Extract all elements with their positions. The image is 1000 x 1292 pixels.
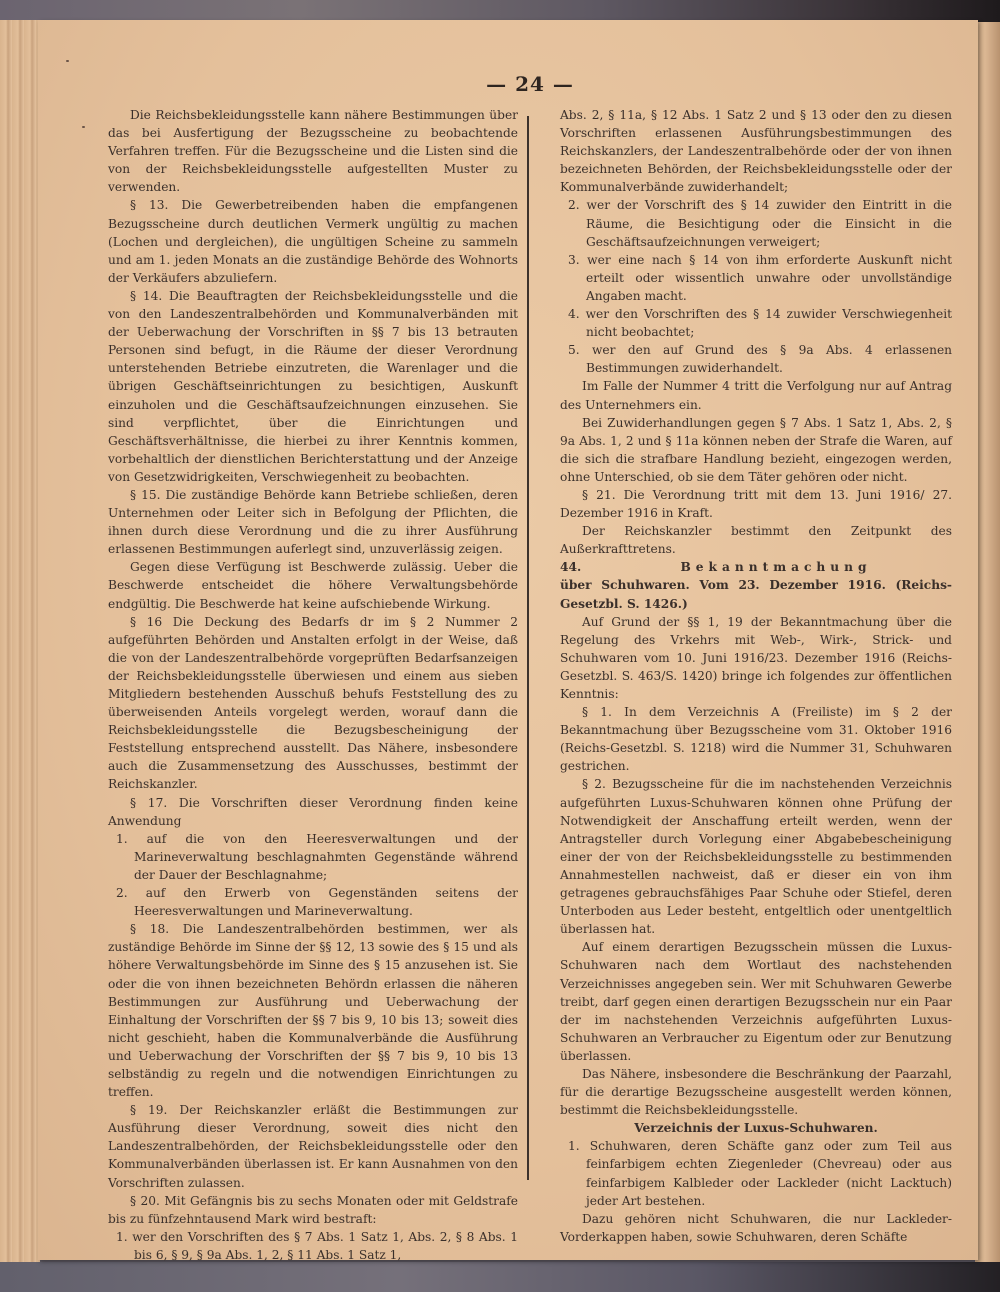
page-edge-right [975, 22, 1000, 1262]
paragraph: Auf Grund der §§ 1, 19 der Bekanntmachung über die Regelung des Vrkehrs mit Web-, Wirk-, Strick- und Schuhwaren vom 10. Juni 1916/23. Dezember 1916 (Reichs-Gesetzbl. S. 463/S. 1420) bringe ich folgendes zur öffentlichen Kenntnis: [560, 614, 952, 701]
paragraph: § 20. Mit Gefängnis bis zu sechs Monaten oder mit Geldstrafe bis zu fünfzehntausend Mark wird bestraft: [108, 1193, 518, 1226]
paragraph: § 15. Die zuständige Behörde kann Betriebe schließen, deren Unternehmen oder Leiter sich in Befolgung der Pflichten, die ihnen durch diese Verordnung und die zu ihrer Ausführung erlassenen Bestimmungen auferlegt sind, unzuverlässig zeigen. [108, 487, 518, 557]
page-number: — 24 — [486, 72, 574, 96]
paragraph: Das Nähere, insbesondere die Beschränkung der Paarzahl, für die derartige Bezugsscheine ausgestellt werden können, bestimmt die Reichsbekleidungsstelle. [560, 1066, 952, 1118]
right-column [560, 106, 952, 1246]
paragraph: § 21. Die Verordnung tritt mit dem 13. Juni 1916/ 27. Dezember 1916 in Kraft. [560, 487, 952, 521]
list-item: 1. wer den Vorschriften des § 7 Abs. 1 Satz 1, Abs. 2, § 8 Abs. 1 bis 6, § 9, § 9a Abs. 1, 2, § 11 Abs. 1 Satz 1, [116, 1229, 518, 1262]
list-item: 1. Schuhwaren, deren Schäfte ganz oder zum Teil aus feinfarbigem echten Ziegenleder (Chevreau) oder aus feinfarbigem Kalbleder oder Lackleder (nicht Lacktuch) jeder Art bestehen. [568, 1139, 952, 1208]
paragraph-continuation: Abs. 2, § 11a, § 12 Abs. 1 Satz 2 und § 13 oder den zu diesen Vorschriften erlassenen Ausführungsbestimmungen des Reichskanzlers, der Landeszentralbehörde oder der von ihnen bezeichneten Behörden, der Reichsbekleidungsstelle oder der Kommunalverbände zuwiderhandelt; [560, 108, 952, 195]
list-item: 2. wer der Vorschrift des § 14 zuwider den Eintritt in die Räume, die Besichtigung oder die Einsicht in die Geschäftsaufzeichnungen verweigert; [568, 198, 952, 249]
paper-speck [66, 60, 69, 62]
column-divider-lower [527, 1070, 529, 1180]
list-item: 2. auf den Erwerb von Gegenständen seitens der Heeresverwaltungen und Marineverwaltung. [116, 886, 518, 919]
paragraph: Dazu gehören nicht Schuhwaren, die nur Lackleder-Vorderkappen haben, sowie Schuhwaren, deren Schäfte [560, 1211, 952, 1244]
list-item: 5. wer den auf Grund des § 9a Abs. 4 erlassenen Bestimmungen zuwiderhandelt. [568, 343, 952, 376]
paragraph: § 17. Die Vorschriften dieser Verordnung finden keine Anwendung [108, 795, 518, 828]
paragraph: § 16 Die Deckung des Bedarfs dr im § 2 Nummer 2 aufgeführten Behörden und Anstalten erfolgt in der Weise, daß die von der Landeszentralbehörde vorgeprüften Bedarfsanzeigen der Reichsbekleidungsstelle überwiesen und einem aus sieben Mitgliedern bestehenden Ausschuß behufs Feststellung des zu überweisenden Anteils vorgelegt werden, worauf dann die Reichsbekleidungsstelle die Bezugsbescheinigung der Feststellung entsprechend ausstellt. Das Nähere, insbesondere auch die Zusammensetzung des Ausschusses, bestimmt der Reichskanzler. [108, 614, 518, 792]
list-heading: Verzeichnis der Luxus-Schuhwaren. [634, 1121, 878, 1136]
announcement-subtitle: über Schuhwaren. Vom 23. Dezember 1916. (Reichs-Gesetzbl. S. 1426.) [560, 578, 952, 611]
paragraph: Gegen diese Verfügung ist Beschwerde zulässig. Ueber die Beschwerde entscheidet die höhere Verwaltungsbehörde endgültig. Die Beschwerde hat keine aufschiebende Wirkung. [108, 560, 518, 611]
list-item: 4. wer den Vorschriften des § 14 zuwider Verschwiegenheit nicht beobachtet; [568, 307, 952, 340]
paragraph: § 1. In dem Verzeichnis A (Freiliste) im § 2 der Bekanntmachung über Bezugsscheine vom 31. Oktober 1916 (Reichs-Gesetzbl. S. 1218) wird die Nummer 31, Schuhwaren gestrichen. [560, 705, 952, 774]
paragraph: § 2. Bezugsscheine für die im nachstehenden Verzeichnis aufgeführten Luxus-Schuhwaren können ohne Prüfung der Notwendigkeit der Anschaffung erteilt werden, wenn der Antragsteller durch Vorlegung einer Abgabebescheinigung einer der von der Reichsbekleidungsstelle zu bestimmenden Annahmestellen nachweist, daß er dieser ein von ihm getragenes gebrauchsfähiges Paar Schuhe oder Stiefel, deren Unterboden aus Leder besteht, entgeltlich oder unentgeltlich überlassen hat. [560, 777, 952, 937]
page-stack-left [0, 20, 40, 1270]
paragraph: § 14. Die Beauftragten der Reichsbekleidungsstelle und die von den Landeszentralbehörden und Kommunalverbänden mit der Ueberwachung der Vorschriften in §§ 7 bis 13 betrauten Personen sind befugt, in die Räume der dieser Verordnung unterstehenden Betriebe einzutreten, die Warenlager und die übrigen Geschäftseinrichtungen zu besichtigen, Auskunft einzuholen und die Geschäftsaufzeichnungen einzusehen. Sie sind verpflichtet, über die Einrichtungen und Geschäftsverhältnisse, die hierbei zu ihrer Kenntnis kommen, vorbehaltlich der dienstlichen Berichterstattung und der Anzeige von Gesetzwidrigkeiten, Verschwiegenheit zu beobachten. [108, 288, 518, 484]
column-divider [527, 116, 529, 1126]
announcement-title: Bekanntmachung [680, 560, 872, 575]
paper-speck [82, 126, 85, 128]
paragraph: § 19. Der Reichskanzler erläßt die Bestimmungen zur Ausführung dieser Verordnung, soweit dies nicht den Landeszentralbehörden, der Reichsbekleidungsstelle oder den Kommunalverbänden überlassen ist. Er kann Ausnahmen von den Vorschriften zulassen. [108, 1103, 518, 1190]
announcement-heading [560, 558, 952, 576]
paragraph: Bei Zuwiderhandlungen gegen § 7 Abs. 1 Satz 1, Abs. 2, § 9a Abs. 1, 2 und § 11a können neben der Strafe die Waren, auf die sich die strafbare Handlung bezieht, eingezogen werden, ohne Unterschied, ob sie dem Täter gehören oder nicht. [560, 415, 952, 484]
list-item: 1. auf die von den Heeresverwaltungen und der Marineverwaltung beschlagnahmten Gegenstände während der Dauer der Beschlagnahme; [116, 831, 518, 882]
left-column [108, 106, 518, 1264]
paragraph: Im Falle der Nummer 4 tritt die Verfolgung nur auf Antrag des Unternehmers ein. [560, 379, 952, 412]
book-cloth-bottom [0, 1262, 1000, 1292]
list-item: 3. wer eine nach § 14 von ihm erforderte Auskunft nicht erteilt oder wissentlich unwahre oder unvollständige Angaben macht. [568, 252, 952, 303]
book-cloth-top [0, 0, 1000, 22]
paragraph: § 13. Die Gewerbetreibenden haben die empfangenen Bezugsscheine durch deutlichen Vermerk ungültig zu machen (Lochen und dergleichen), die ungültigen Scheine zu sammeln und am 1. jeden Monats an die zuständige Behörde des Wohnorts der Verkäufers abzuliefern. [108, 198, 518, 285]
paragraph: § 18. Die Landeszentralbehörden bestimmen, wer als zuständige Behörde im Sinne der §§ 12, 13 sowie des § 15 und als höhere Verwaltungsbehörde im Sinne des § 15 anzusehen ist. Sie oder die von ihnen bezeichneten Behördn erlassen die näheren Bestimmungen zur Ausführung und Ueberwachung der Einhaltung der Vorschriften der §§ 7 bis 9, 10 bis 13; soweit dies nicht geschieht, haben die Kommunalverbände die Ausführung und Ueberwachung der Vorschriften der §§ 7 bis 9, 10 bis 13 selbständig zu regeln und die notwendigen Einrichtungen zu treffen. [108, 922, 518, 1100]
paragraph: Der Reichskanzler bestimmt den Zeitpunkt des Außerkrafttretens. [560, 524, 952, 557]
announcement-number: 44. [560, 560, 582, 575]
paragraph: Auf einem derartigen Bezugsschein müssen die Luxus-Schuhwaren nach dem Wortlaut des nachstehenden Verzeichnisses angegeben sein. Wer mit Schuhwaren Gewerbe treibt, darf gegen einen derartigen Bezugsschein nur ein Paar der im nachstehenden Verzeichnis aufgeführten Luxus-Schuhwaren an Verbraucher zu Eigentum oder zur Benutzung überlassen. [560, 940, 952, 1063]
paragraph: Die Reichsbekleidungsstelle kann nähere Bestimmungen über das bei Ausfertigung der Bezugsscheine zu beobachtende Verfahren treffen. Für die Bezugsscheine und die Listen sind die von der Reichsbekleidungsstelle aufgestellten Muster zu verwenden. [108, 108, 518, 195]
